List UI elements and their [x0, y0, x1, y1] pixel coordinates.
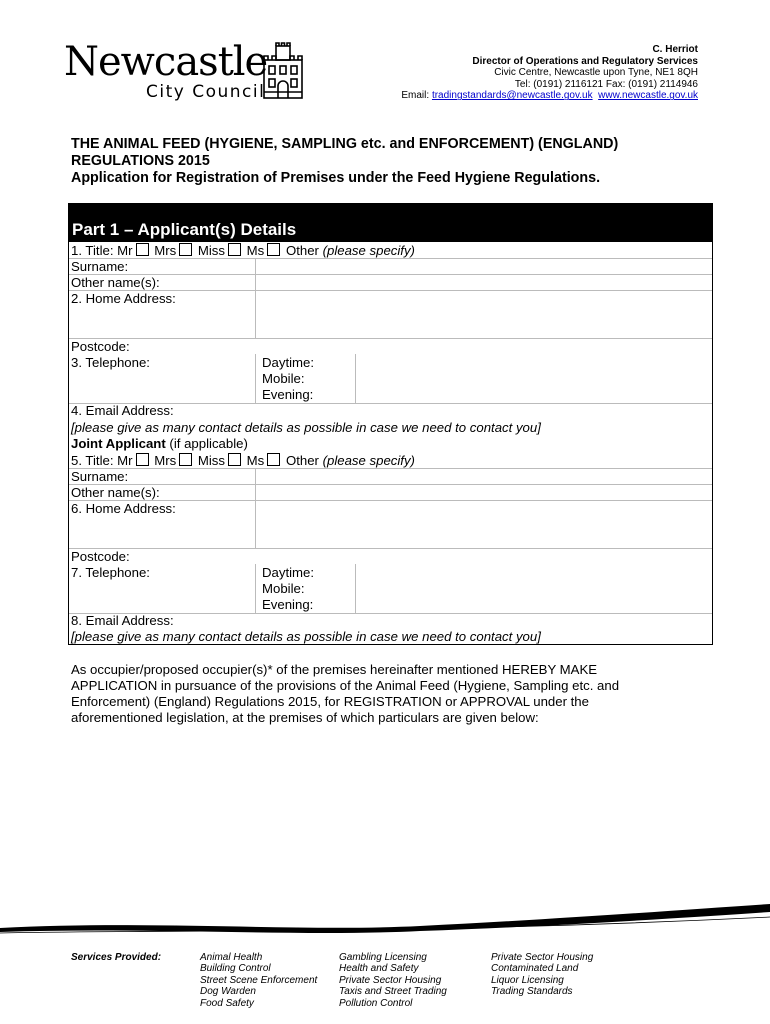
- contact-email-line: [401, 90, 698, 102]
- statement-line-4: aforementioned legislation, at the premises of which particulars are given below:: [71, 710, 539, 725]
- joint-other-label: Other: [285, 453, 319, 468]
- service-item: Contaminated Land: [491, 963, 579, 975]
- row-divider: [69, 338, 712, 339]
- telephone-label: 3. Telephone:: [71, 355, 150, 370]
- joint-mrs-label: Mrs: [154, 453, 177, 468]
- joint-title-row: [71, 453, 415, 469]
- joint-evening-label: Evening:: [262, 597, 314, 612]
- email-label: Email:: [401, 90, 430, 102]
- contact-telephone: Tel: (0191) 2116121 Fax: (0191) 2114946: [514, 78, 698, 90]
- title-row: [71, 243, 415, 259]
- services-column-3: [491, 952, 593, 998]
- joint-surname-label: Surname:: [71, 469, 129, 484]
- document-title: [71, 136, 711, 187]
- row-divider: [69, 548, 712, 549]
- council-logo: [64, 40, 314, 105]
- joint-telephone-label: 7. Telephone:: [71, 565, 150, 580]
- title-line-2: REGULATIONS 2015: [71, 153, 210, 169]
- joint-ms-checkbox[interactable]: [267, 453, 280, 466]
- joint-contact-note: [please give as many contact details as possible in case we need to contact you]: [71, 629, 541, 644]
- title-line-1: THE ANIMAL FEED (HYGIENE, SAMPLING etc. and ENFORCEMENT) (ENGLAND): [71, 136, 619, 152]
- joint-applicant-heading: [71, 436, 248, 452]
- service-item: Dog Warden: [200, 986, 256, 998]
- statement-line-3: Enforcement) (England) Regulations 2015, for REGISTRATION or APPROVAL under the: [71, 694, 589, 709]
- column-divider: [355, 354, 356, 403]
- service-item: Taxis and Street Trading: [339, 986, 447, 998]
- service-item: Private Sector Housing: [491, 952, 594, 963]
- contact-note: [please give as many contact details as possible in case we need to contact you]: [71, 420, 541, 435]
- service-item: Building Control: [200, 963, 271, 975]
- joint-ms-label: Ms: [246, 453, 265, 468]
- email-link[interactable]: tradingstandards@newcastle.gov.uk: [431, 90, 593, 102]
- contact-block: [401, 44, 698, 102]
- service-item: Animal Health: [200, 952, 263, 963]
- joint-home-address-label: 6. Home Address:: [71, 501, 176, 516]
- services-column-1: [200, 952, 317, 1009]
- mr-checkbox[interactable]: [136, 243, 149, 256]
- contact-address: Civic Centre, Newcastle upon Tyne, NE1 8QH: [494, 67, 698, 79]
- surname-label: Surname:: [71, 259, 129, 274]
- ms-label: Ms: [246, 243, 265, 258]
- statement-line-2: APPLICATION in pursuance of the provisions of the Animal Feed (Hygiene, Sampling etc. and: [71, 678, 620, 693]
- footer-swoosh-decoration: [0, 902, 770, 938]
- evening-label: Evening:: [262, 387, 314, 402]
- statement-line-1: As occupier/proposed occupier(s)* of the premises hereinafter mentioned HEREBY MAKE: [71, 662, 598, 677]
- joint-mrs-checkbox[interactable]: [179, 453, 192, 466]
- applicant-details-form: [68, 203, 713, 645]
- postcode-label: Postcode:: [71, 339, 130, 354]
- service-item: Food Safety: [200, 997, 254, 1009]
- miss-label: Miss: [197, 243, 225, 258]
- email-address-label: 4. Email Address:: [71, 403, 174, 418]
- miss-checkbox[interactable]: [228, 243, 241, 256]
- part-1-heading: Part 1 – Applicant(s) Details: [69, 204, 712, 242]
- website-link[interactable]: www.newcastle.gov.uk: [598, 90, 698, 102]
- contact-role: Director of Operations and Regulatory Services: [472, 55, 698, 67]
- joint-miss-label: Miss: [197, 453, 225, 468]
- service-item: Gambling Licensing: [339, 952, 427, 963]
- mobile-label: Mobile:: [262, 371, 305, 386]
- daytime-label: Daytime:: [262, 355, 315, 370]
- other-names-label: Other name(s):: [71, 275, 160, 290]
- ms-checkbox[interactable]: [267, 243, 280, 256]
- mrs-label: Mrs: [154, 243, 177, 258]
- column-divider: [255, 468, 256, 548]
- castle-crest-icon: [260, 42, 306, 100]
- contact-name: C. Herriot: [652, 44, 698, 55]
- joint-applicant-note: (if applicable): [165, 436, 248, 451]
- service-item: Pollution Control: [339, 997, 413, 1009]
- row-divider: [69, 274, 712, 275]
- service-item: Liquor Licensing: [491, 974, 564, 986]
- services-provided-label: Services Provided:: [71, 952, 162, 963]
- service-item: Trading Standards: [491, 986, 573, 998]
- column-divider: [255, 354, 256, 403]
- logo-subtitle: City Council: [146, 82, 266, 102]
- joint-other-names-label: Other name(s):: [71, 485, 160, 500]
- column-divider: [255, 258, 256, 338]
- mrs-checkbox[interactable]: [179, 243, 192, 256]
- joint-please-specify-note: (please specify): [322, 453, 415, 468]
- joint-miss-checkbox[interactable]: [228, 453, 241, 466]
- logo-wordmark: Newcastle: [64, 39, 268, 85]
- service-item: Street Scene Enforcement: [200, 974, 318, 986]
- joint-applicant-bold: Joint Applicant: [71, 436, 166, 451]
- joint-daytime-label: Daytime:: [262, 565, 315, 580]
- home-address-label: 2. Home Address:: [71, 291, 176, 306]
- application-statement: [71, 662, 711, 726]
- title-line-3: Application for Registration of Premises under the Feed Hygiene Regulations.: [71, 170, 601, 186]
- row-divider: [69, 484, 712, 485]
- joint-mobile-label: Mobile:: [262, 581, 305, 596]
- service-item: Health and Safety: [339, 963, 419, 975]
- joint-postcode-label: Postcode:: [71, 549, 130, 564]
- services-column-2: [339, 952, 447, 1009]
- please-specify-note: (please specify): [322, 243, 415, 258]
- column-divider: [355, 564, 356, 613]
- column-divider: [255, 564, 256, 613]
- joint-email-address-label: 8. Email Address:: [71, 613, 174, 628]
- joint-mr-checkbox[interactable]: [136, 453, 149, 466]
- joint-title-label: 5. Title: Mr: [71, 453, 133, 468]
- title-label: 1. Title: Mr: [71, 243, 133, 258]
- other-label: Other: [285, 243, 319, 258]
- service-item: Private Sector Housing: [339, 974, 442, 986]
